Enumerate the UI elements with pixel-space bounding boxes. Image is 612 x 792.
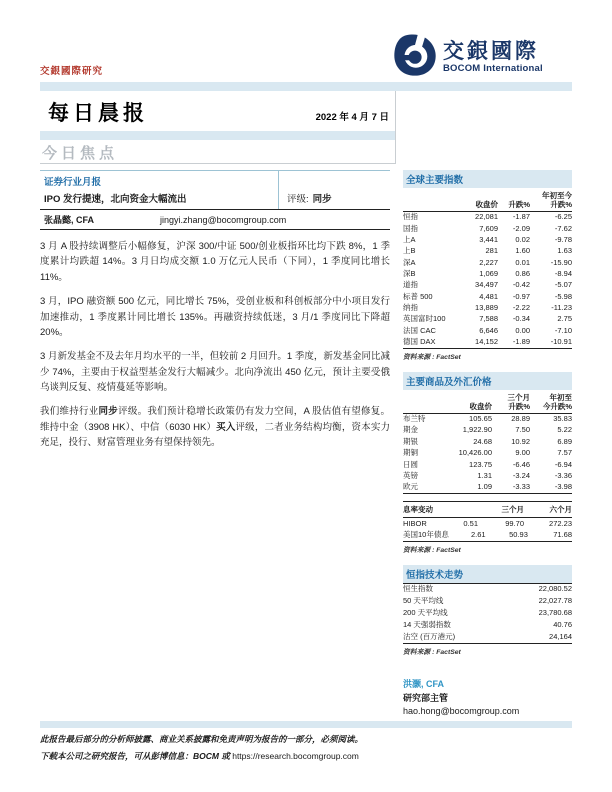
index-row (403, 212, 572, 223)
bocom-logo-text (443, 41, 543, 74)
contact-block (403, 678, 572, 719)
index-ytd-pct: -7.62 (554, 223, 572, 233)
technical-metric-name: 沽空 (百万港元) (403, 631, 456, 641)
article-header-box (40, 170, 390, 230)
index-name: 上B (403, 246, 416, 256)
index-close: 7,588 (479, 314, 498, 324)
index-name: 法国 CAC (403, 325, 436, 335)
spacer (438, 504, 478, 515)
index-name: 标普 500 (403, 291, 433, 301)
col-ytd-line1: 年初至今 (542, 191, 572, 200)
article-category: 证券行业月报 (44, 177, 102, 188)
buy-emphasis: 买入 (216, 421, 236, 433)
rates-table (403, 518, 572, 542)
footer-disclosure-line: 此报告最后部分的分析师披露、商业关系披露和免责声明为报告的一部分，必须阅读。 (40, 734, 364, 744)
index-close: 7,609 (479, 223, 498, 233)
title-block (40, 91, 396, 164)
index-change-pct: 1.60 (515, 246, 530, 256)
rate-name: 美国10年债息 (403, 529, 449, 539)
rate-6m-change: 272.23 (549, 518, 572, 528)
commodity-ytd-pct: 7.57 (557, 448, 572, 458)
col-close-header: 收盘价 (469, 401, 492, 411)
index-change-pct: 0.02 (515, 234, 530, 244)
analyst-email[interactable]: jingyi.zhang@bocomgroup.com (160, 214, 287, 225)
index-ytd-pct: -8.94 (554, 268, 572, 278)
index-name: 深A (403, 257, 416, 267)
index-close: 22,081 (475, 212, 498, 222)
technical-row (403, 584, 572, 596)
bocom-logo (393, 33, 543, 82)
index-close: 13,889 (475, 303, 498, 312)
article-body (40, 239, 390, 451)
index-name: 深B (403, 268, 416, 278)
rates-header-row (403, 501, 572, 518)
index-row (403, 291, 572, 302)
analyst-name: 张晶懿, CFA (44, 215, 95, 225)
commodities-table (403, 414, 572, 494)
index-row (403, 325, 572, 336)
technical-metric-value: 24,164 (549, 631, 572, 641)
index-close: 14,152 (475, 337, 498, 347)
sidebar-data-column (403, 170, 572, 719)
technical-source-note: 资料来源 : FactSet (403, 649, 461, 657)
analyst-row (40, 210, 390, 230)
index-close: 1,069 (479, 268, 498, 278)
index-change-pct: -0.97 (512, 291, 530, 301)
commodity-close: 1.09 (477, 482, 492, 492)
commodity-name: 期金 (403, 425, 418, 435)
commodity-close: 105.65 (469, 414, 492, 424)
index-close: 3,441 (479, 234, 498, 244)
commodity-3m-pct: -6.46 (512, 459, 530, 469)
index-name: 德国 DAX (403, 337, 436, 347)
commodity-row (403, 482, 572, 493)
commodity-3m-pct: 7.50 (515, 425, 530, 435)
index-row (403, 223, 572, 234)
index-row (403, 337, 572, 348)
commodity-3m-pct: 10.92 (511, 436, 530, 446)
commodity-ytd-pct: -3.36 (554, 470, 572, 480)
index-change-pct: -0.42 (512, 280, 530, 290)
index-row (403, 268, 572, 279)
paragraph-4 (40, 404, 390, 450)
commodity-row (403, 414, 572, 425)
rate-row (403, 518, 572, 529)
research-site-link[interactable]: https://research.bocomgroup.com (232, 751, 359, 761)
hsi-technical-heading: 恒指技术走势 (403, 565, 572, 583)
col-ytd-line2: 今升跌% (542, 402, 572, 412)
header-divider-band (40, 82, 572, 91)
commodities-heading: 主要商品及外汇价格 (403, 372, 572, 390)
technical-metric-value: 22,080.52 (538, 584, 572, 594)
commodity-ytd-pct: 6.89 (557, 436, 572, 446)
rate-name: HIBOR (403, 518, 427, 528)
col-ytd-line2: 升跌% (550, 200, 572, 210)
rate-3m-change: 50.93 (509, 529, 528, 539)
technical-row (403, 607, 572, 619)
rates-col-3m: 三个月 (501, 505, 524, 515)
technical-metric-name: 14 天强弱指数 (403, 619, 451, 629)
indices-source-note: 资料来源 : FactSet (403, 353, 461, 361)
index-ytd-pct: -5.07 (554, 280, 572, 290)
title-divider-band (40, 131, 395, 140)
index-close: 34,497 (475, 280, 498, 290)
footer-divider-band (40, 721, 572, 728)
col-ytd-line1: 年初至 (549, 392, 572, 402)
commodities-header-row (403, 390, 572, 414)
index-change-pct: 0.86 (515, 268, 530, 278)
rate-current: 2.61 (471, 529, 486, 539)
rates-heading: 息率变动 (403, 505, 433, 515)
technical-row (403, 631, 572, 643)
rate-row (403, 529, 572, 540)
commodity-close: 123.75 (469, 459, 492, 469)
col-close-header: 收盘价 (475, 199, 498, 209)
index-row (403, 257, 572, 268)
today-focus-heading: 今日焦点 (42, 145, 119, 162)
technical-metric-name: 200 天平均线 (403, 607, 448, 617)
global-indices-heading: 全球主要指数 (403, 170, 572, 188)
index-change-pct: -2.09 (512, 223, 530, 233)
technical-metric-value: 23,780.68 (538, 607, 572, 617)
global-indices-table (403, 212, 572, 349)
col-chg-header: 升跌% (508, 199, 530, 209)
index-name: 纳指 (403, 303, 418, 312)
index-ytd-pct: -7.10 (554, 325, 572, 335)
contact-email[interactable]: hao.hong@bocomgroup.com (403, 706, 520, 717)
index-row (403, 303, 572, 314)
technical-row (403, 619, 572, 631)
index-ytd-pct: -10.91 (550, 337, 572, 347)
article-rating (278, 171, 390, 209)
index-name: 国指 (403, 223, 418, 233)
technical-metric-name: 50 天平均线 (403, 596, 444, 606)
index-name: 恒指 (403, 212, 418, 222)
index-ytd-pct: -6.25 (554, 212, 572, 222)
commodity-3m-pct: 28.89 (511, 414, 530, 424)
commodity-name: 欧元 (403, 482, 418, 492)
index-close: 281 (485, 246, 498, 256)
commodity-row (403, 459, 572, 470)
commodity-close: 1,922.90 (462, 425, 492, 435)
commodity-ytd-pct: -3.98 (554, 482, 572, 492)
paragraph-4-text: 我们维持行业 (40, 406, 99, 418)
col-3m-line1: 三个月 (507, 392, 530, 402)
commodity-row (403, 425, 572, 436)
brand-research-label: 交銀國際研究 (40, 66, 104, 77)
commodity-close: 1.31 (477, 470, 492, 480)
technical-metric-value: 40.76 (553, 619, 572, 629)
article-head (40, 171, 390, 210)
index-ytd-pct: 1.63 (557, 246, 572, 256)
paragraph-2: 3 月，IPO 融资额 500 亿元，同比增长 75%，受创业板和科创板部分中小项目发行加速推动，1 季度累计同比增长 135%。再融资持续低迷，3 月/1 季度同比下降超 20%。 (40, 296, 390, 338)
paragraph-4-text: 评级，二者业务结构均衡，资本实力充足，投行、财富管理业务有望保持领先。 (40, 421, 390, 449)
index-row (403, 314, 572, 325)
paragraph-1: 3 月 A 股持续调整后小幅修复，沪深 300/中证 500/创业板指环比均下跌 8%，1 季度累计均跌超 14%。3 月日均成交额 1.0 万亿元人民币（下同），1 季度同比增长 11%。 (40, 241, 390, 283)
commodity-name: 期银 (403, 436, 418, 446)
footer-download-text: 下载本公司之研究报告，可从彭博信息：BOCM 或 (40, 751, 230, 761)
index-name: 道指 (403, 280, 418, 290)
technical-metric-name: 恒生指数 (403, 584, 433, 594)
index-change-pct: -1.89 (512, 337, 530, 347)
commodity-3m-pct: 9.00 (515, 448, 530, 458)
commodity-name: 期铜 (403, 448, 418, 458)
index-close: 4,481 (479, 291, 498, 301)
rate-6m-change: 71.68 (553, 529, 572, 539)
commodity-row (403, 436, 572, 447)
commodity-3m-pct: -3.33 (512, 482, 530, 492)
rating-value: 同步 (312, 194, 332, 205)
index-ytd-pct: -5.98 (554, 291, 572, 301)
article-headline: IPO 发行提速，北向资金大幅流出 (44, 194, 187, 205)
report-title: 每日晨报 (48, 102, 148, 125)
hsi-technical-table (403, 583, 572, 644)
technical-row (403, 596, 572, 608)
commodity-ytd-pct: -6.94 (554, 459, 572, 469)
rates-col-6m: 六个月 (549, 505, 572, 515)
col-ytd-header (530, 191, 572, 210)
rate-current: 0.51 (463, 518, 478, 528)
index-change-pct: -2.22 (512, 303, 530, 312)
index-ytd-pct: -15.90 (550, 257, 572, 267)
index-close: 6,646 (479, 325, 498, 335)
commodity-row (403, 470, 572, 481)
rating-label: 评级: (287, 194, 309, 205)
index-name: 上A (403, 234, 416, 244)
index-change-pct: 0.00 (515, 325, 530, 335)
footer-download-line (40, 750, 572, 762)
commodities-source-note: 资料来源 : FactSet (403, 546, 461, 554)
paragraph-3: 3 月新发基金不及去年月均水平的一半，但较前 2 月回升。1 季度，新发基金同比减少 74%，主要由于权益型基金发行大幅减少。北向净流出 450 亿元，预计主要受俄乌谈判反复、疫情蔓延等影响。 (40, 351, 390, 393)
bocom-logo-icon (393, 33, 437, 82)
index-ytd-pct: 2.75 (557, 314, 572, 324)
commodity-name: 日圆 (403, 459, 418, 469)
index-row (403, 280, 572, 291)
col-3m-header (492, 393, 530, 412)
index-change-pct: 0.01 (515, 257, 530, 267)
technical-metric-value: 22,027.78 (538, 596, 572, 606)
index-close: 2,227 (479, 257, 498, 267)
commodity-ytd-pct: 35.83 (553, 414, 572, 424)
index-change-pct: -1.87 (512, 212, 530, 222)
commodity-name: 英镑 (403, 470, 418, 480)
commodity-close: 24.68 (473, 436, 492, 446)
main-article-column (40, 170, 390, 460)
rating-emphasis: 同步 (98, 406, 119, 418)
report-date: 2022 年 4 月 7 日 (315, 112, 389, 123)
col-3m-line2: 升跌% (508, 402, 530, 412)
index-ytd-pct: -9.78 (554, 234, 572, 244)
index-name: 英国富时100 (403, 314, 446, 324)
rate-3m-change: 99.70 (505, 518, 524, 528)
logo-english-name: BOCOM International (443, 63, 543, 75)
logo-chinese-name: 交銀國際 (443, 39, 539, 63)
commodity-3m-pct: -3.24 (512, 470, 530, 480)
commodity-row (403, 448, 572, 459)
index-ytd-pct: -11.23 (551, 303, 572, 312)
contact-title: 研究部主管 (403, 692, 449, 703)
index-change-pct: -0.34 (512, 314, 530, 324)
contact-name: 洪灏, CFA (403, 679, 445, 690)
col-ytd-header (530, 393, 572, 412)
commodity-close: 10,426.00 (458, 448, 492, 458)
global-indices-header-row (403, 188, 572, 212)
paragraph-4-text: 评级。我们预计稳增长政策仍有发力空间，A 股估值有望修复。维持中金（3908 HK）、中信（6030 HK） (40, 406, 390, 433)
commodity-ytd-pct: 5.22 (557, 425, 572, 435)
index-row (403, 234, 572, 245)
index-row (403, 246, 572, 257)
commodity-name: 布兰特 (403, 414, 426, 424)
